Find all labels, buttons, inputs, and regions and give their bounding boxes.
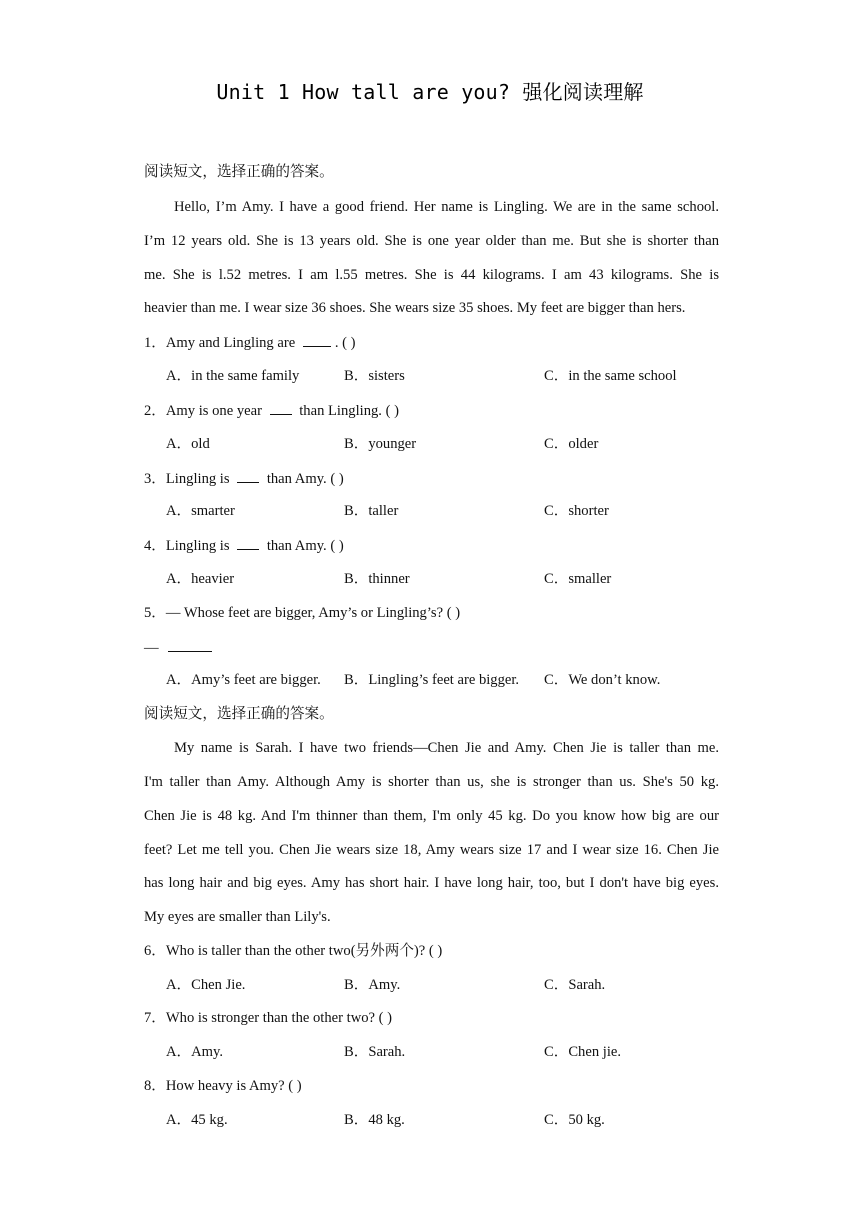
passage-line: I'm taller than Amy. Although Amy is shorter than us, she is stronger than us. She's 50 kg.	[144, 774, 719, 790]
section-instruction: 阅读短文，选择正确的答案。	[144, 164, 334, 180]
passage-line: me. She is l.52 metres. I am l.55 metres. She is 44 kilograms. I am 43 kilograms. She is	[144, 267, 719, 283]
option-a: A．smarter	[166, 503, 235, 519]
passage-line: Chen Jie is 48 kg. And I'm thinner than them, I'm only 45 kg. Do you know how big are our	[144, 808, 719, 824]
question-stem: 8．How heavy is Amy? ( )	[144, 1078, 302, 1094]
option-b: B．Amy.	[344, 977, 401, 993]
option-b: B．younger	[344, 436, 417, 452]
option-c: C．We don’t know.	[544, 672, 661, 688]
option-c: C．older	[544, 436, 599, 452]
option-a: A．heavier	[166, 571, 235, 587]
passage-line: feet? Let me tell you. Chen Jie wears size 18, Amy wears size 17 and I wear size 16. Chen Jie	[144, 842, 719, 858]
option-b: B．Sarah.	[344, 1044, 406, 1060]
question-stem: 2．Amy is one year than Lingling. ( )	[144, 400, 719, 421]
question-stem: 5．— Whose feet are bigger, Amy’s or Lingling’s? ( )	[144, 605, 461, 621]
passage-line: Hello, I’m Amy. I have a good friend. Her name is Lingling. We are in the same school.	[174, 199, 719, 215]
answer-blank	[270, 400, 292, 415]
answer-blank	[168, 637, 212, 652]
passage-line: My eyes are smaller than Lily's.	[144, 909, 331, 925]
option-b: B．Lingling’s feet are bigger.	[344, 672, 520, 688]
option-b: B．thinner	[344, 571, 410, 587]
option-a: A．old	[166, 436, 210, 452]
option-b: B．sisters	[344, 368, 405, 384]
passage-line: My name is Sarah. I have two friends—Chen Jie and Amy. Chen Jie is taller than me.	[174, 740, 719, 756]
passage-line: has long hair and big eyes. Amy has short hair. I have long hair, too, but I don't have big eyes.	[144, 875, 719, 891]
option-c: C．Chen jie.	[544, 1044, 622, 1060]
option-c: C．smaller	[544, 571, 612, 587]
answer-line: —	[144, 637, 719, 658]
question-stem: 1．Amy and Lingling are . ( )	[144, 332, 719, 353]
option-b: B．48 kg.	[344, 1112, 405, 1128]
option-c: C．shorter	[544, 503, 609, 519]
option-a: A．in the same family	[166, 368, 300, 384]
passage-line: I’m 12 years old. She is 13 years old. She is one year older than me. But she is shorter than	[144, 233, 719, 249]
option-a: A．Chen Jie.	[166, 977, 246, 993]
option-b: B．taller	[344, 503, 399, 519]
page-title: Unit 1 How tall are you? 强化阅读理解	[216, 80, 644, 104]
question-stem: 4．Lingling is than Amy. ( )	[144, 535, 719, 556]
section-instruction: 阅读短文，选择正确的答案。	[144, 706, 334, 722]
answer-blank	[303, 332, 331, 347]
question-stem: 7．Who is stronger than the other two? ( )	[144, 1010, 393, 1026]
option-c: C．50 kg.	[544, 1112, 605, 1128]
passage-line: heavier than me. I wear size 36 shoes. She wears size 35 shoes. My feet are bigger than hers.	[144, 300, 686, 316]
option-a: A．45 kg.	[166, 1112, 228, 1128]
option-a: A．Amy’s feet are bigger.	[166, 672, 321, 688]
answer-blank	[237, 468, 259, 483]
option-c: C．in the same school	[544, 368, 677, 384]
answer-blank	[237, 535, 259, 550]
option-c: C．Sarah.	[544, 977, 606, 993]
option-a: A．Amy.	[166, 1044, 224, 1060]
question-stem: 6．Who is taller than the other two(另外两个)? ( )	[144, 943, 443, 959]
question-stem: 3．Lingling is than Amy. ( )	[144, 468, 719, 489]
